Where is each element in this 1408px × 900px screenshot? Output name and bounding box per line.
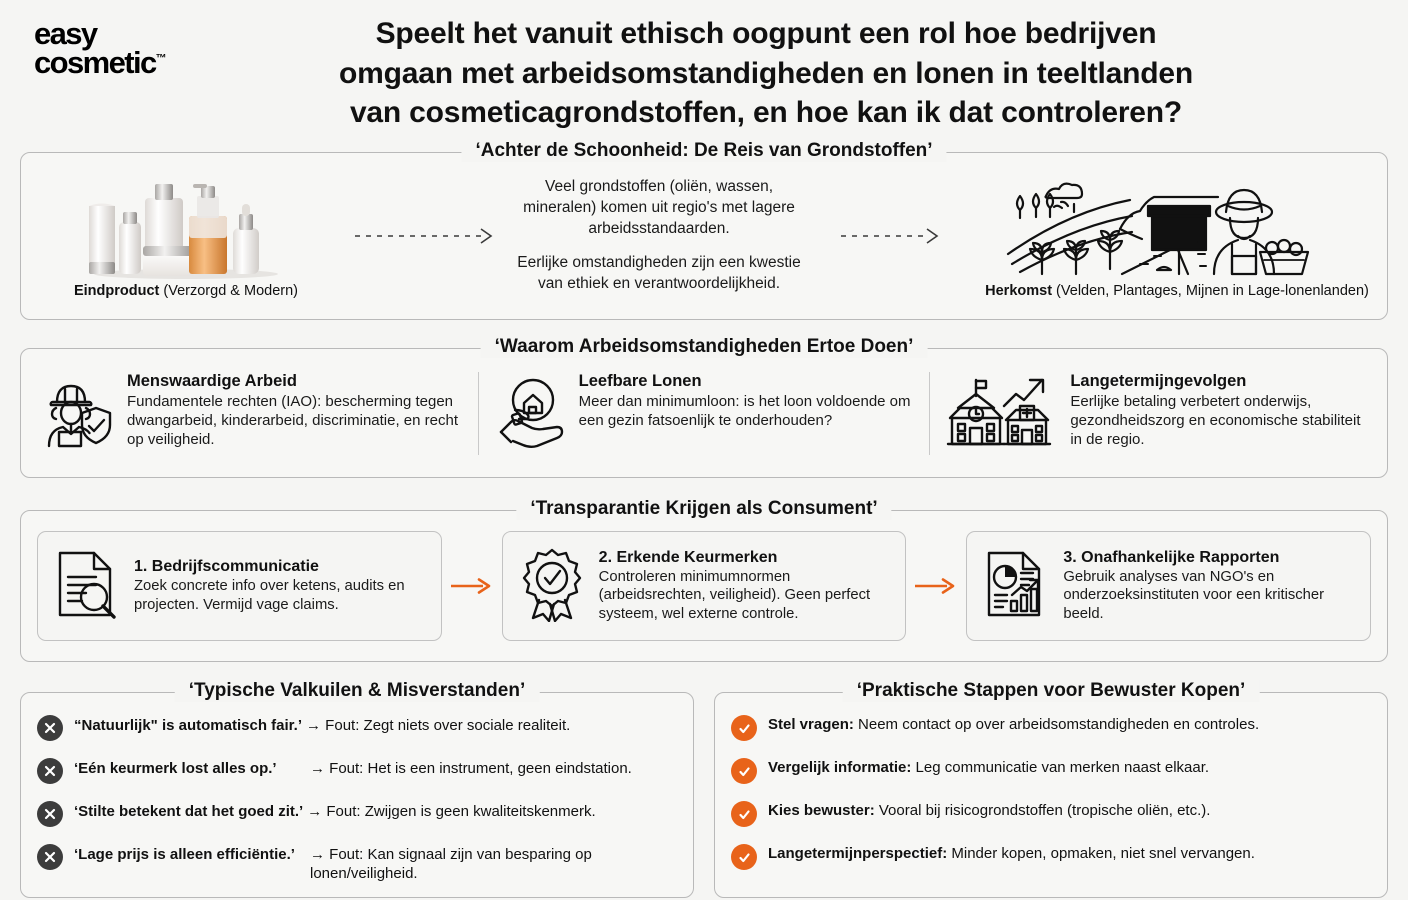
step-text (768, 801, 1210, 821)
transparency-card-1 (37, 531, 442, 641)
arrow-right-icon (449, 576, 495, 596)
section-pitfalls-title: ‘Typische Valkuilen & Misverstanden’ (175, 680, 540, 702)
journey-paragraph-1: Veel grondstoffen (oliën, wassen, mineralen) komen uit regio's met lagere arbeidsstandaarden. (523, 178, 795, 237)
check-icon (731, 801, 757, 827)
pitfall-item (74, 715, 677, 736)
transparency-card-heading: 2. Erkende Keurmerken (598, 548, 778, 566)
journey-arrow-1 (351, 226, 501, 246)
why-item-long-term (929, 372, 1381, 455)
pitfall-item (74, 844, 677, 883)
section-pitfalls (20, 680, 694, 898)
step-text (768, 758, 1209, 778)
certified-seal-icon (517, 546, 587, 627)
transparency-arrow-1 (442, 576, 502, 596)
step-text (768, 715, 1259, 735)
transparency-arrow-2 (906, 576, 966, 596)
pitfall-claim: ‘Lage prijs is alleen efficiëntie.’ (74, 846, 295, 863)
step-label: Kies bewuster: (768, 802, 875, 819)
step-body: Leg communicatie van merken naast elkaar. (911, 759, 1210, 776)
transparency-card-2 (502, 531, 907, 641)
arrow-right-icon (913, 576, 959, 596)
step-text (768, 844, 1255, 864)
step-body: Neem contact op over arbeidsomstandigheden en controles. (853, 716, 1260, 733)
page-title-line2: omgaan met arbeidsomstandigheden en lonen in teeltlanden (339, 56, 1193, 90)
why-item-text (1070, 372, 1365, 450)
step-body: Minder kopen, opmaken, niet snel vervangen. (947, 845, 1255, 862)
transparency-card-text (134, 558, 427, 614)
brand-logo (34, 14, 264, 80)
journey-origin-caption-bold: Herkomst (985, 282, 1053, 299)
check-icon (731, 715, 757, 741)
step-item (731, 715, 1371, 741)
pitfall-item (74, 758, 677, 779)
section-why (20, 336, 1388, 478)
cross-icon (37, 715, 63, 741)
pitfalls-list (37, 715, 677, 883)
step-label: Stel vragen: (768, 716, 854, 733)
why-item-body: Eerlijke betaling verbetert onderwijs, gezondheidszorg en economische stabiliteit in de regio. (1070, 392, 1361, 448)
step-item (731, 801, 1371, 827)
pitfall-item (74, 801, 677, 822)
cross-icon (37, 844, 63, 870)
journey-origin-caption (985, 283, 1369, 299)
page-title-line1: Speelt het vanuit ethisch oogpunt een rol hoe bedrijven (375, 17, 1157, 50)
section-steps (714, 680, 1388, 898)
section-why-title: ‘Waarom Arbeidsomstandigheden Ertoe Doen’ (481, 336, 928, 358)
journey-paragraph-2: Eerlijke omstandigheden zijn een kwestie van ethiek en verantwoordelijkheid. (517, 254, 801, 293)
step-item (731, 758, 1371, 784)
check-icon (731, 758, 757, 784)
why-item-heading: Menswaardige Arbeid (127, 371, 297, 390)
document-magnifier-icon (52, 547, 122, 626)
transparency-card-heading: 3. Onafhankelijke Rapporten (1063, 548, 1280, 566)
pitfall-claim: ‘Eén keurmerk lost alles op.’ (74, 760, 277, 777)
brand-logo-line1: easy (34, 16, 97, 51)
why-item-text (127, 372, 462, 450)
pitfall-claim: ‘Stilte betekent dat het goed zit.’ (74, 803, 304, 820)
why-item-body: Meer dan minimumloon: is het loon voldoende om een gezin fatsoenlijk te onderhouden? (578, 392, 911, 429)
section-journey (20, 140, 1388, 320)
section-steps-title: ‘Praktische Stappen voor Bewuster Kopen’ (843, 680, 1260, 702)
section-journey-title: ‘Achter de Schoonheid: De Reis van Grondstoffen’ (461, 140, 946, 162)
journey-endproduct (21, 174, 351, 299)
worker-shield-icon (43, 372, 115, 455)
journey-origin-caption-rest: (Velden, Plantages, Mijnen in Lage-lonenlanden) (1052, 282, 1369, 299)
report-chart-icon (981, 547, 1051, 626)
check-icon (731, 844, 757, 870)
journey-middle-text (501, 177, 817, 295)
transparency-card-text (1063, 549, 1356, 624)
journey-endproduct-caption (74, 283, 298, 299)
why-item-decent-work (27, 372, 478, 455)
header (0, 0, 1408, 140)
farm-mine-farmer-illustration (1002, 174, 1352, 279)
step-label: Langetermijnperspectief: (768, 845, 948, 862)
page-title-line3: van cosmeticagrondstoffen, en hoe kan ik dat controleren? (349, 96, 1183, 130)
school-hospital-growth-icon (946, 372, 1058, 455)
step-item (731, 844, 1371, 870)
transparency-card-body: Zoek concrete info over ketens, audits en projecten. Vermijd vage claims. (134, 577, 405, 613)
brand-logo-line2 (34, 44, 264, 80)
cross-icon (37, 801, 63, 827)
section-transparency (20, 498, 1388, 662)
why-item-living-wages (478, 372, 930, 455)
cosmetic-products-image (71, 174, 301, 279)
why-item-heading: Langetermijngevolgen (1070, 371, 1247, 390)
why-item-text (579, 372, 914, 430)
transparency-card-body: Gebruik analyses van NGO's en onderzoeksinstituten voor een kritischer beeld. (1063, 568, 1325, 622)
step-body: Vooral bij risicogrondstoffen (tropische oliën, etc.). (874, 802, 1211, 819)
hand-house-icon (495, 372, 567, 455)
transparency-card-heading: 1. Bedrijfscommunicatie (134, 557, 319, 575)
journey-arrow-2 (817, 226, 967, 246)
brand-trademark: ™ (155, 52, 167, 65)
section-transparency-title: ‘Transparantie Krijgen als Consument’ (516, 498, 891, 520)
transparency-card-text (599, 549, 892, 624)
why-item-body: Fundamentele rechten (IAO): bescherming tegen dwangarbeid, kinderarbeid, discriminatie, en recht op veiligheid. (127, 392, 459, 448)
journey-endproduct-caption-bold: Eindproduct (73, 282, 160, 299)
pitfall-result: → Fout: Zegt niets over sociale realiteit. (306, 717, 571, 734)
pitfall-claim: “Natuurlijk" is automatisch fair.’ (74, 717, 303, 734)
pitfall-result: → Fout: Kan signaal zijn van besparing op lonen/veiligheid. (310, 846, 592, 882)
pitfall-result: → Fout: Het is een instrument, geen eindstation. (310, 760, 632, 777)
step-label: Vergelijk informatie: (768, 759, 912, 776)
journey-origin (967, 174, 1387, 299)
dashed-arrow-icon (351, 226, 501, 246)
journey-endproduct-caption-rest: (Verzorgd & Modern) (159, 282, 298, 299)
transparency-card-body: Controleren minimumnormen (arbeidsrechten, veiligheid). Geen perfect systeem, wel externe controle. (598, 568, 871, 622)
page-title (264, 14, 1388, 133)
bottom-row (20, 680, 1388, 898)
why-item-heading: Leefbare Lonen (578, 371, 702, 390)
transparency-card-3 (966, 531, 1371, 641)
dashed-arrow-icon (837, 226, 947, 246)
cross-icon (37, 758, 63, 784)
pitfall-result: → Fout: Zwijgen is geen kwaliteitskenmerk. (307, 803, 596, 820)
brand-logo-word: cosmetic (34, 44, 156, 80)
